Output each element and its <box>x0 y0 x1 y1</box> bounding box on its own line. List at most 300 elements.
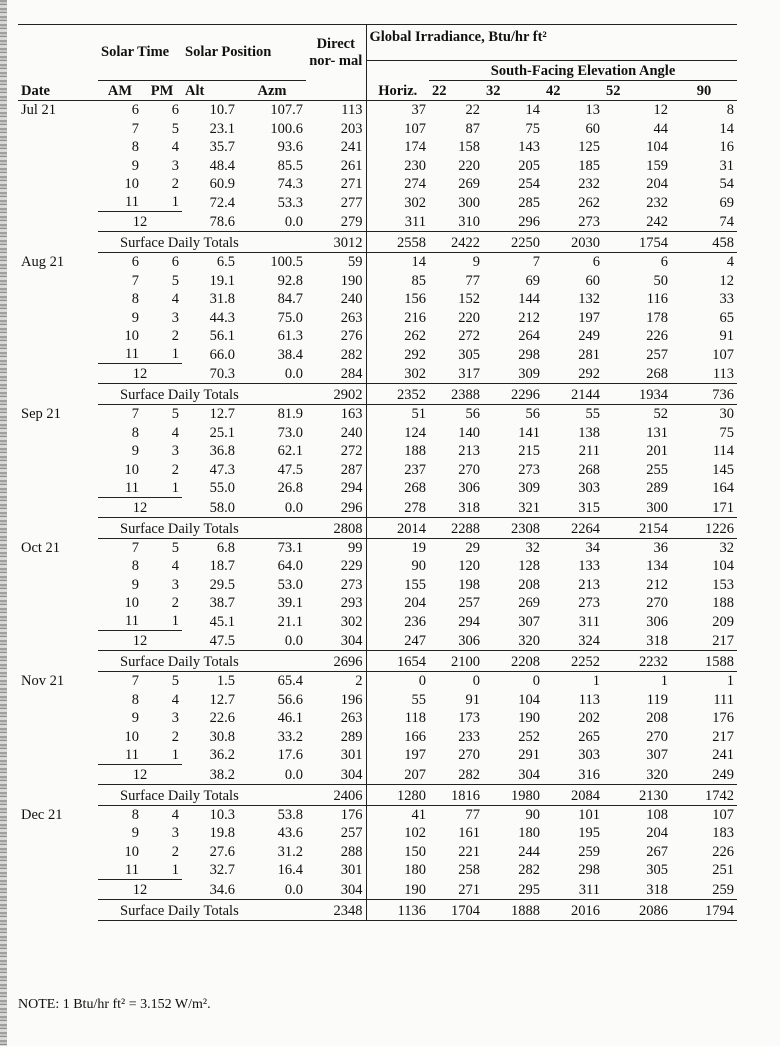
date-cell: Oct 21 <box>21 539 61 556</box>
solar-time-header: Solar Time <box>98 25 182 61</box>
irradiance-total-a90: 1226 <box>671 517 737 538</box>
alt-cell: 6.5 <box>216 254 235 270</box>
azm-cell: 0.0 <box>284 214 303 230</box>
alt-cell: 36.8 <box>209 443 235 459</box>
date-cell-empty <box>18 709 98 728</box>
irradiance-cell-a52: 178 <box>646 309 668 326</box>
irradiance-cell-h: 180 <box>404 862 426 878</box>
irradiance-total-a52: 1754 <box>603 232 671 253</box>
date-cell-empty <box>18 175 98 194</box>
irradiance-cell-a22: 318 <box>458 499 480 516</box>
irradiance-cell-h: 85 <box>411 272 426 289</box>
direct-normal-cell: 113 <box>306 101 366 120</box>
azm-cell: 74.3 <box>277 176 303 192</box>
irradiance-cell-a32: 252 <box>518 728 540 745</box>
alt-cell: 6.8 <box>216 539 235 556</box>
pm-cell: 2 <box>171 328 179 344</box>
irradiance-cell-a90: 54 <box>719 176 735 192</box>
irradiance-cell-h: 156 <box>404 291 426 307</box>
irradiance-cell-a52: 50 <box>653 272 668 289</box>
date-cell-empty <box>18 631 98 651</box>
irradiance-cell-a42: 262 <box>578 194 600 211</box>
irradiance-cell-a22: 270 <box>458 461 480 478</box>
am-cell: 8 <box>131 291 139 307</box>
table-row <box>18 193 737 212</box>
pm-cell: 4 <box>171 806 179 823</box>
irradiance-cell-a52: 300 <box>646 499 668 516</box>
irradiance-cell-a22: 9 <box>472 254 480 270</box>
direct-normal-cell: 301 <box>306 861 366 880</box>
irradiance-cell-a32: 212 <box>518 309 540 326</box>
am-cell: 10 <box>124 461 139 478</box>
alt-cell: 34.6 <box>209 881 235 898</box>
pm-cell: 2 <box>171 461 179 478</box>
irradiance-cell-h: 37 <box>411 102 426 118</box>
direct-normal-cell: 229 <box>306 557 366 576</box>
azm-cell: 0.0 <box>284 766 303 783</box>
pm-cell: 3 <box>171 309 179 326</box>
alt-cell: 44.3 <box>209 309 235 326</box>
date-cell: Nov 21 <box>21 673 65 689</box>
noon-row <box>18 497 737 517</box>
irradiance-cell-h: 207 <box>404 766 426 783</box>
irradiance-cell-a22: 282 <box>458 766 480 783</box>
direct-normal-total: 2406 <box>306 784 366 805</box>
irradiance-cell-a32: 254 <box>518 176 540 192</box>
direct-normal-cell: 263 <box>306 709 366 728</box>
azm-cell: 84.7 <box>277 291 303 307</box>
irradiance-total-a90: 1742 <box>671 784 737 805</box>
pm-cell: 4 <box>171 291 179 307</box>
pm-cell: 2 <box>171 843 179 860</box>
irradiance-cell-h: 150 <box>404 843 426 860</box>
irradiance-cell-a22: 56 <box>465 406 480 422</box>
date-cell-empty <box>18 327 98 346</box>
am-cell: 6 <box>131 254 139 270</box>
table-row <box>18 119 737 138</box>
alt-cell: 19.8 <box>209 825 235 841</box>
direct-normal-cell: 289 <box>306 727 366 746</box>
irradiance-total-a90: 458 <box>671 232 737 253</box>
alt-cell: 38.2 <box>209 766 235 783</box>
alt-cell: 35.7 <box>209 139 235 155</box>
irradiance-cell-a90: 12 <box>719 272 735 289</box>
azm-cell: 0.0 <box>284 633 303 649</box>
direct-normal-cell: 59 <box>306 253 366 272</box>
alt-cell: 45.1 <box>209 613 235 630</box>
surface-daily-totals-row <box>18 517 737 538</box>
pm-cell: 4 <box>171 139 179 155</box>
irradiance-cell-h: 274 <box>404 176 426 192</box>
irradiance-cell-a32: 0 <box>532 673 540 689</box>
irradiance-cell-a52: 270 <box>646 595 668 611</box>
am-cell: 8 <box>131 139 139 155</box>
azm-cell: 31.2 <box>277 843 303 860</box>
date-cell-empty <box>18 364 98 384</box>
direct-normal-cell: 271 <box>306 175 366 194</box>
totals-label: Surface Daily Totals <box>98 232 306 253</box>
date-cell-empty <box>18 138 98 157</box>
pm-cell: 4 <box>171 558 179 574</box>
irradiance-cell-a22: 269 <box>458 176 480 192</box>
irradiance-cell-a22: 87 <box>465 120 480 137</box>
direct-normal-cell: 294 <box>306 479 366 498</box>
alt-cell: 38.7 <box>209 595 235 611</box>
irradiance-cell-a90: 104 <box>712 558 735 574</box>
direct-normal-cell: 304 <box>306 631 366 651</box>
azm-cell: 62.1 <box>277 443 303 459</box>
table-row <box>18 594 737 613</box>
angle-90-header: 90 <box>671 81 737 101</box>
irradiance-cell-a90: 164 <box>712 480 735 496</box>
horiz-header: Horiz. <box>366 81 429 101</box>
direct-normal-total: 3012 <box>306 232 366 253</box>
table-row <box>18 824 737 843</box>
irradiance-total-a22: 2100 <box>429 651 483 672</box>
date-cell-empty <box>18 232 98 253</box>
table-row <box>18 442 737 461</box>
alt-cell: 25.1 <box>209 424 235 441</box>
irradiance-cell-a32: 295 <box>518 881 540 898</box>
irradiance-cell-a90: 91 <box>719 328 735 344</box>
irradiance-total-a32: 2208 <box>483 651 543 672</box>
irradiance-cell-a22: 220 <box>458 157 480 174</box>
irradiance-cell-a32: 208 <box>518 576 540 593</box>
angle-32-header: 32 <box>483 81 543 101</box>
irradiance-cell-a42: 311 <box>578 613 600 630</box>
date-cell-empty <box>18 290 98 309</box>
azm-cell: 21.1 <box>277 613 303 630</box>
alt-cell: 22.6 <box>209 710 235 726</box>
date-cell-empty <box>18 651 98 672</box>
surface-daily-totals-row <box>18 651 737 672</box>
irradiance-cell-a52: 52 <box>653 406 668 422</box>
irradiance-cell-a22: 77 <box>465 272 480 289</box>
irradiance-cell-a32: 180 <box>518 825 540 841</box>
irradiance-cell-a52: 255 <box>646 461 668 478</box>
irradiance-cell-a52: 12 <box>653 102 668 118</box>
irradiance-cell-h: 166 <box>404 728 426 745</box>
irradiance-cell-a90: 176 <box>712 710 735 726</box>
irradiance-cell-a52: 6 <box>660 254 668 270</box>
irradiance-cell-a90: 241 <box>712 747 735 763</box>
irradiance-cell-a22: 120 <box>458 558 480 574</box>
table-row <box>18 101 737 120</box>
direct-normal-total: 2348 <box>306 899 366 920</box>
irradiance-total-h: 2014 <box>366 517 429 538</box>
irradiance-total-a42: 2252 <box>543 651 603 672</box>
date-cell-empty <box>18 824 98 843</box>
am-cell: 9 <box>131 309 139 326</box>
azm-cell: 85.5 <box>277 157 303 174</box>
am-cell: 7 <box>131 272 139 289</box>
irradiance-cell-a42: 197 <box>578 309 600 326</box>
irradiance-cell-a52: 318 <box>646 881 668 898</box>
irradiance-cell-a42: 202 <box>578 710 600 726</box>
am-cell: 10 <box>124 328 139 344</box>
irradiance-cell-h: 197 <box>404 747 426 763</box>
irradiance-cell-a22: 317 <box>458 366 480 382</box>
direct-normal-cell: 240 <box>306 423 366 442</box>
irradiance-cell-a42: 281 <box>578 346 600 363</box>
irradiance-cell-a22: 306 <box>458 480 480 496</box>
irradiance-cell-a52: 267 <box>646 843 668 860</box>
irradiance-cell-h: 302 <box>404 366 426 382</box>
irradiance-cell-a22: 161 <box>458 825 480 841</box>
irradiance-cell-a32: 298 <box>518 346 540 363</box>
irradiance-cell-a52: 104 <box>646 139 668 155</box>
pm-cell: 1 <box>142 746 182 765</box>
pm-cell: 4 <box>171 424 179 441</box>
irradiance-cell-a52: 1 <box>660 673 668 689</box>
pm-cell: 2 <box>171 728 179 745</box>
irradiance-cell-a32: 75 <box>525 120 540 137</box>
irradiance-cell-a32: 285 <box>518 194 540 211</box>
angle-22-header: 22 <box>429 81 483 101</box>
direct-normal-cell: 273 <box>306 575 366 594</box>
irradiance-total-a32: 2308 <box>483 517 543 538</box>
table-row <box>18 175 737 194</box>
south-facing-header: South-Facing Elevation Angle <box>429 61 737 81</box>
azm-cell: 43.6 <box>277 825 303 841</box>
irradiance-cell-a32: 296 <box>518 214 540 230</box>
irradiance-cell-a22: 140 <box>458 424 480 441</box>
table-row <box>18 842 737 861</box>
global-irradiance-header: Global Irradiance, Btu/hr ft² <box>366 25 737 61</box>
irradiance-cell-a90: 75 <box>719 424 735 441</box>
date-cell-empty <box>18 212 98 232</box>
pm-cell: 5 <box>171 120 179 137</box>
irradiance-cell-a22: 257 <box>458 595 480 611</box>
date-cell-empty <box>18 746 98 765</box>
am-cell: 10 <box>124 176 139 192</box>
irradiance-cell-a32: 307 <box>518 613 540 630</box>
irradiance-total-a22: 2288 <box>429 517 483 538</box>
azm-cell: 56.6 <box>277 691 303 708</box>
irradiance-cell-a42: 60 <box>585 272 600 289</box>
table-header <box>18 25 737 101</box>
table-row <box>18 557 737 576</box>
table-row <box>18 538 737 557</box>
irradiance-cell-a52: 305 <box>646 862 668 878</box>
date-cell-empty <box>18 764 98 784</box>
am-cell: 7 <box>131 120 139 137</box>
irradiance-cell-a90: 65 <box>719 309 735 326</box>
irradiance-total-a42: 2264 <box>543 517 603 538</box>
noon-time-cell: 12 <box>132 766 148 783</box>
irradiance-cell-a52: 318 <box>646 633 668 649</box>
azm-cell: 46.1 <box>277 710 303 726</box>
irradiance-cell-h: 204 <box>404 595 426 611</box>
alt-cell: 18.7 <box>209 558 235 574</box>
irradiance-cell-a52: 226 <box>646 328 668 344</box>
irradiance-total-a42: 2016 <box>543 899 603 920</box>
irradiance-cell-h: 302 <box>404 194 426 211</box>
pm-cell: 1 <box>142 193 182 212</box>
pm-cell: 5 <box>171 673 179 689</box>
azm-cell: 93.6 <box>277 139 303 155</box>
noon-row <box>18 364 737 384</box>
irradiance-cell-a32: 321 <box>518 499 540 516</box>
irradiance-cell-a22: 270 <box>458 747 480 763</box>
am-cell: 10 <box>124 843 139 860</box>
irradiance-cell-a52: 306 <box>646 613 668 630</box>
irradiance-total-a42: 2030 <box>543 232 603 253</box>
irradiance-cell-h: 41 <box>411 806 426 823</box>
alt-header: Alt <box>182 81 238 101</box>
alt-cell: 70.3 <box>209 366 235 382</box>
alt-cell: 10.3 <box>209 806 235 823</box>
irradiance-cell-h: 188 <box>404 443 426 459</box>
irradiance-cell-a42: 1 <box>592 673 600 689</box>
irradiance-cell-a32: 69 <box>525 272 540 289</box>
irradiance-cell-a90: 183 <box>712 825 735 841</box>
irradiance-cell-a90: 33 <box>719 291 735 307</box>
irradiance-cell-a22: 271 <box>458 881 480 898</box>
irradiance-cell-a22: 158 <box>458 139 480 155</box>
direct-normal-cell: 304 <box>306 764 366 784</box>
irradiance-cell-h: 14 <box>411 254 426 270</box>
azm-cell: 53.8 <box>277 806 303 823</box>
direct-normal-cell: 282 <box>306 345 366 364</box>
surface-daily-totals-row <box>18 899 737 920</box>
alt-cell: 19.1 <box>209 272 235 289</box>
irradiance-cell-h: 230 <box>404 157 426 174</box>
am-cell: 8 <box>131 558 139 574</box>
irradiance-cell-a52: 289 <box>646 480 668 496</box>
irradiance-total-a32: 1888 <box>483 899 543 920</box>
alt-cell: 1.5 <box>216 673 235 689</box>
irradiance-cell-a22: 310 <box>458 214 480 230</box>
date-cell-empty <box>18 842 98 861</box>
irradiance-cell-a90: 171 <box>712 499 735 516</box>
direct-normal-cell: 190 <box>306 271 366 290</box>
date-cell-empty <box>18 517 98 538</box>
irradiance-cell-a52: 36 <box>653 539 668 556</box>
irradiance-cell-a90: 69 <box>719 194 735 211</box>
azm-cell: 73.1 <box>277 539 303 556</box>
irradiance-cell-a22: 233 <box>458 728 480 745</box>
irradiance-cell-a32: 32 <box>525 539 540 556</box>
irradiance-cell-a90: 114 <box>712 443 735 459</box>
noon-row <box>18 879 737 899</box>
am-cell: 9 <box>131 157 139 174</box>
am-header: AM <box>98 81 142 101</box>
date-cell: Dec 21 <box>21 806 63 823</box>
table-row <box>18 308 737 327</box>
direct-normal-cell: 240 <box>306 290 366 309</box>
irradiance-cell-a42: 133 <box>578 558 600 574</box>
am-cell: 11 <box>98 612 142 631</box>
irradiance-cell-a42: 132 <box>578 291 600 307</box>
irradiance-cell-h: 216 <box>404 309 426 326</box>
irradiance-cell-a42: 265 <box>578 728 600 745</box>
irradiance-cell-a90: 4 <box>726 254 735 270</box>
irradiance-cell-a52: 212 <box>646 576 668 593</box>
irradiance-cell-a32: 291 <box>518 747 540 763</box>
surface-daily-totals-row <box>18 384 737 405</box>
irradiance-cell-a32: 264 <box>518 328 540 344</box>
table-body <box>18 101 737 921</box>
irradiance-cell-a22: 29 <box>465 539 480 556</box>
irradiance-cell-a42: 232 <box>578 176 600 192</box>
irradiance-cell-h: 236 <box>404 613 426 630</box>
direct-normal-cell: 301 <box>306 746 366 765</box>
irradiance-cell-a32: 273 <box>518 461 540 478</box>
totals-label: Surface Daily Totals <box>98 384 306 405</box>
irradiance-cell-a32: 143 <box>518 139 540 155</box>
date-cell: Jul 21 <box>21 102 57 118</box>
totals-label: Surface Daily Totals <box>98 899 306 920</box>
pm-cell: 3 <box>171 710 179 726</box>
irradiance-cell-a90: 107 <box>712 806 735 823</box>
irradiance-cell-a42: 316 <box>578 766 600 783</box>
irradiance-cell-h: 311 <box>404 214 426 230</box>
azm-cell: 33.2 <box>277 728 303 745</box>
direct-normal-cell: 176 <box>306 805 366 824</box>
azm-cell: 100.5 <box>270 254 303 270</box>
irradiance-cell-a22: 258 <box>458 862 480 878</box>
irradiance-cell-a90: 32 <box>719 539 735 556</box>
irradiance-cell-a32: 282 <box>518 862 540 878</box>
irradiance-cell-a42: 298 <box>578 862 600 878</box>
irradiance-cell-a22: 152 <box>458 291 480 307</box>
noon-row <box>18 764 737 784</box>
irradiance-cell-a32: 309 <box>518 480 540 496</box>
date-cell: Sep 21 <box>21 406 61 422</box>
irradiance-cell-a42: 195 <box>578 825 600 841</box>
irradiance-cell-a90: 217 <box>712 633 735 649</box>
irradiance-total-h: 2558 <box>366 232 429 253</box>
irradiance-cell-a22: 198 <box>458 576 480 593</box>
azm-cell: 17.6 <box>277 747 303 763</box>
irradiance-total-a52: 2154 <box>603 517 671 538</box>
azm-cell: 0.0 <box>284 366 303 382</box>
azm-cell: 47.5 <box>277 461 303 478</box>
irradiance-total-a52: 2232 <box>603 651 671 672</box>
irradiance-total-h: 1654 <box>366 651 429 672</box>
irradiance-total-a90: 1794 <box>671 899 737 920</box>
direct-normal-cell: 196 <box>306 690 366 709</box>
date-cell-empty <box>18 557 98 576</box>
date-cell-empty <box>18 899 98 920</box>
irradiance-total-a52: 2130 <box>603 784 671 805</box>
irradiance-total-a22: 2388 <box>429 384 483 405</box>
table-row <box>18 861 737 880</box>
alt-cell: 30.8 <box>209 728 235 745</box>
irradiance-total-a22: 1816 <box>429 784 483 805</box>
irradiance-cell-a42: 13 <box>585 102 600 118</box>
irradiance-cell-a32: 244 <box>518 843 540 860</box>
page-edge-shadow <box>0 0 7 1046</box>
pm-cell: 3 <box>171 157 179 174</box>
irradiance-cell-a52: 116 <box>646 291 668 307</box>
irradiance-cell-a42: 303 <box>578 747 600 763</box>
irradiance-cell-a90: 113 <box>712 366 735 382</box>
irradiance-cell-h: 51 <box>411 406 426 422</box>
pm-cell: 1 <box>142 861 182 880</box>
pm-cell: 6 <box>171 254 179 270</box>
irradiance-cell-a22: 220 <box>458 309 480 326</box>
irradiance-cell-a42: 213 <box>578 576 600 593</box>
table-row <box>18 327 737 346</box>
direct-normal-total: 2808 <box>306 517 366 538</box>
solar-irradiance-table <box>18 24 737 921</box>
azm-cell: 0.0 <box>284 881 303 898</box>
irradiance-cell-a90: 31 <box>719 157 735 174</box>
irradiance-total-a52: 1934 <box>603 384 671 405</box>
irradiance-cell-a42: 259 <box>578 843 600 860</box>
